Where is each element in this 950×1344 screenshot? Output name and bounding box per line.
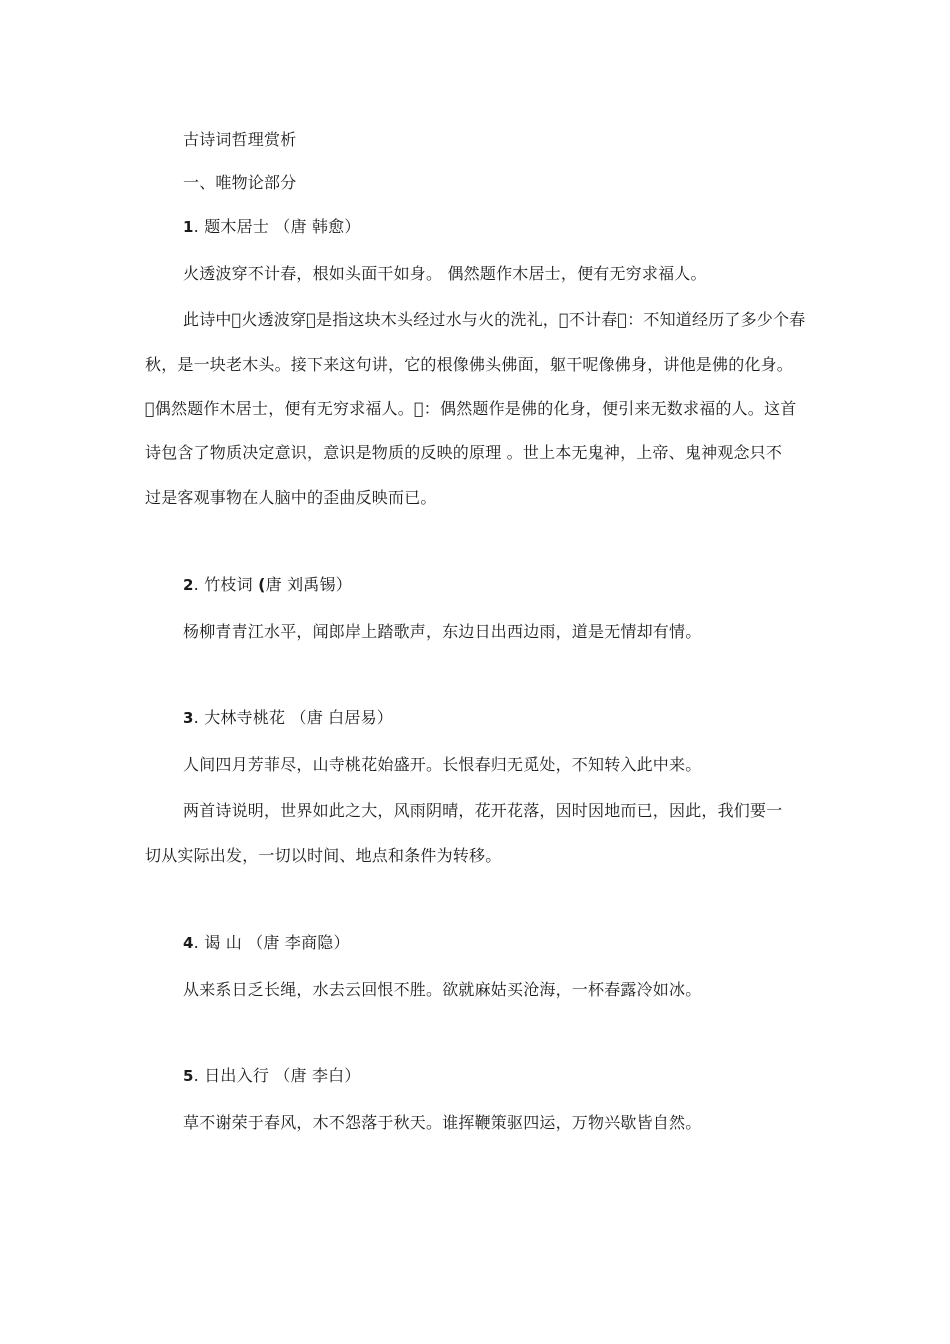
document-title: 古诗词哲理赏析 — [183, 130, 297, 149]
commentary-line: 秋，是一块老木头。接下来这句讲，它的根像佛头佛面，躯干呢像佛身，讲他是佛的化身。 — [145, 355, 794, 374]
commentary-line: 诗包含了物质决定意识，意识是物质的反映的原理 。世上本无鬼神，上帝、鬼神观念只不 — [145, 443, 783, 462]
poem-heading-1 — [183, 217, 361, 237]
poem-author: 唐 刘禹锡） — [265, 575, 352, 594]
poem-heading-2 — [183, 575, 352, 595]
poem-title: . 谒 山 （唐 李商隐） — [193, 933, 350, 952]
commentary-line: 过是客观事物在人脑中的歪曲反映而已。 — [145, 488, 437, 507]
commentary-line: 切从实际出发，一切以时间、地点和条件为转移。 — [145, 846, 502, 865]
poem-heading-5 — [183, 1066, 361, 1086]
poem-number: 1 — [183, 218, 194, 236]
poem-title: . 题木居士 （唐 韩愈） — [193, 217, 361, 236]
poem-title: . 日出入行 （唐 李白） — [193, 1066, 361, 1085]
poem-verse-3: 人间四月芳菲尽，山寺桃花始盛开。长恨春归无觅处，不知转入此中来。 — [183, 755, 702, 774]
poem-number: 3 — [183, 709, 194, 727]
commentary-line:  偶然题作木居士，便有无穷求福人。 ：偶然题作是佛的化身，便引来无数求福的人。这首 — [145, 399, 797, 418]
section-heading: 一、唯物论部分 — [183, 173, 297, 192]
poem-number: 5 — [183, 1067, 194, 1085]
poem-title-paren: ( — [258, 575, 266, 594]
poem-title: . 竹枝词 — [193, 575, 259, 594]
poem-number: 2 — [183, 576, 194, 594]
commentary-line: 两首诗说明，世界如此之大，风雨阴晴，花开花落，因时因地而已，因此，我们要一 — [183, 801, 783, 820]
poem-heading-4 — [183, 933, 350, 953]
poem-verse-5: 草不谢荣于春风，木不怨落于秋天。谁挥鞭策驱四运，万物兴歇皆自然。 — [183, 1113, 702, 1132]
commentary-line: 此诗中 火透波穿 是指这块木头经过水与火的洗礼， 不计春 ：不知道经历了多少个春 — [183, 310, 806, 329]
poem-heading-3 — [183, 708, 393, 728]
poem-verse-2: 杨柳青青江水平，闻郎岸上踏歌声，东边日出西边雨，道是无情却有情。 — [183, 622, 702, 641]
poem-title: . 大林寺桃花 （唐 白居易） — [193, 708, 393, 727]
poem-verse-4: 从来系日乏长绳，水去云回恨不胜。欲就麻姑买沧海，一杯春露冷如冰。 — [183, 980, 702, 999]
poem-verse-1: 火透波穿不计春，根如头面干如身。 偶然题作木居士，便有无穷求福人。 — [183, 264, 707, 283]
poem-number: 4 — [183, 934, 194, 952]
